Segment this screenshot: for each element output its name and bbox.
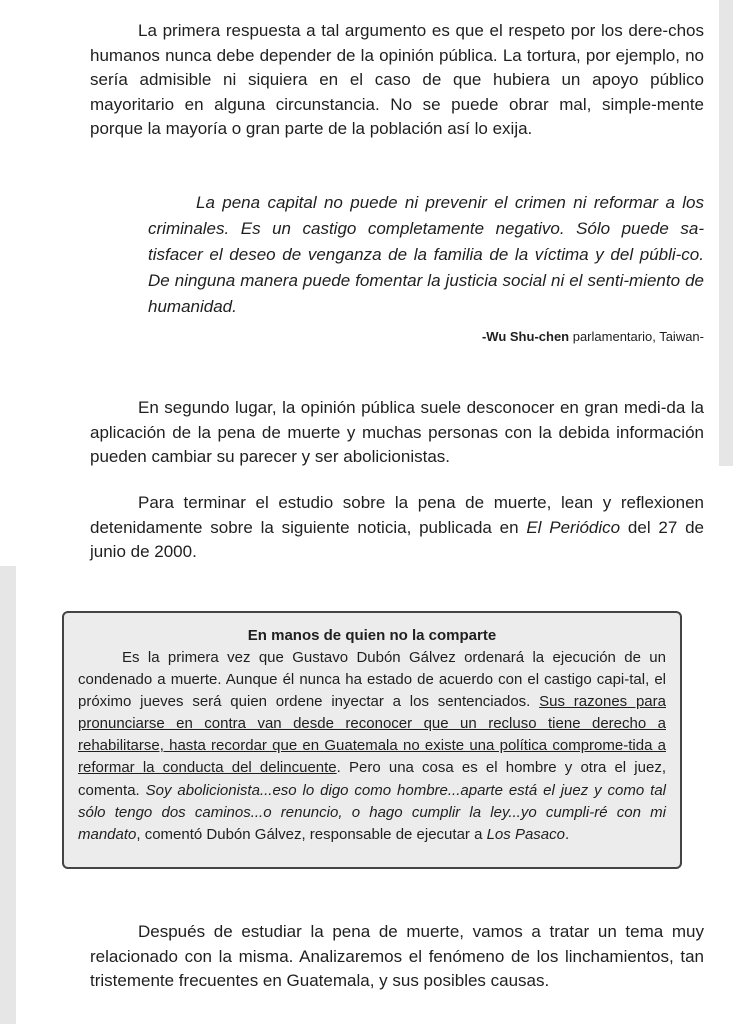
quote-attribution xyxy=(482,329,704,345)
newspaper-name: El Periódico xyxy=(526,517,621,537)
quote-capital-punishment: La pena capital no puede ni prevenir el crimen ni reformar a los criminales. Es un castigo completamente negativo. Sólo puede sa-tisfacer el deseo de venganza de la familia de la víctima y del públi-co. De ninguna manera puede fomentar la justicia social ni el senti-miento de humanidad. xyxy=(148,193,704,316)
news-italic-quote: Soy abolicionista...eso lo digo como hombre...aparte está el juez y como tal sólo tengo dos caminos...o renuncio, o hago cumplir la ley...yo cumpli-ré con mi mandato xyxy=(78,781,666,843)
quote-author-role: parlamentario, Taiwan- xyxy=(569,329,704,344)
news-underlined-passage: Sus razones para pronunciarse en contra van desde reconocer que un recluso tiene derecho a rehabilitarse, hasta recordar que en Guatemala no existe una política comprome-tida a reformar la conducta del delincuente xyxy=(78,693,666,777)
news-body: Es la primera vez que Gustavo Dubón Gálvez ordenará la ejecución de un condenado a muerte. Aunque él nunca ha estado de acuerdo con el castigo capi-tal, el próximo jueves será quien ordene inyectar a los sentenciados. Sus razones para pronunciarse en contra van desde reconocer que un recluso tiene derecho a rehabilitarse, hasta recordar que en Guatemala no existe una política comprome-tida a reformar la conducta del delincuente. Pero una cosa es el hombre y otra el juez, comenta. Soy abolicionista...eso lo digo como hombre...aparte está el juez y como tal sólo tengo dos caminos...o renuncio, o hago cumplir la ley...yo cumpli-ré con mi mandato, comentó Dubón Gálvez, responsable de ejecutar a Los Pasaco. xyxy=(78,649,666,843)
paragraph-lynchings: Después de estudiar la pena de muerte, vamos a tratar un tema muy relacionado con la misma. Analizaremos el fenómeno de los linchamientos, tan tristemente frecuentes en Guatemala, y sus posibles causas. xyxy=(90,922,704,990)
paragraph-public-opinion: En segundo lugar, la opinión pública suele desconocer en gran medi-da la aplicación de la pena de muerte y muchas personas con la debida información pueden cambiar su parecer y ser abolicionistas. xyxy=(90,398,704,466)
paragraph-first-response: La primera respuesta a tal argumento es que el respeto por los dere-chos humanos nunca debe depender de la opinión pública. La tortura, por ejemplo, no sería admisible ni siquiera en el caso de que hubiera un apoyo público mayoritario en alguna circunstancia. No se puede obrar mal, simple-mente porque la mayoría o gran parte de la población así lo exija. xyxy=(90,21,704,138)
margin-bar-right xyxy=(719,0,733,466)
margin-bar-left xyxy=(0,566,16,1024)
news-closing-name: Los Pasaco xyxy=(486,825,565,843)
paragraph-read-news: Para terminar el estudio sobre la pena de muerte, lean y reflexionen detenidamente sobre la siguiente noticia, publicada en El Periódico del 27 de junio de 2000. xyxy=(90,493,704,561)
news-title: En manos de quien no la comparte xyxy=(247,627,497,644)
quote-author: -Wu Shu-chen xyxy=(481,329,570,344)
news-box xyxy=(62,611,682,869)
